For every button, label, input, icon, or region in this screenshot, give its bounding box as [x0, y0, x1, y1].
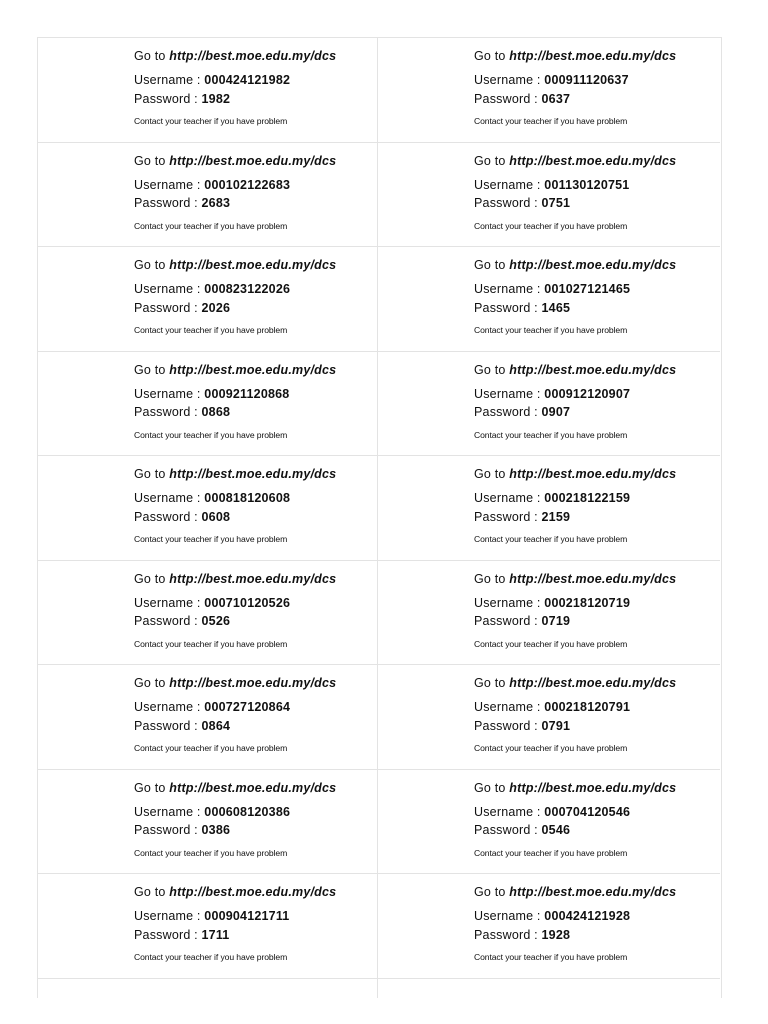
goto-line: [134, 257, 336, 273]
contact-note: Contact your teacher if you have problem: [474, 743, 628, 753]
password-label: Password :: [474, 196, 538, 210]
password-line: [474, 612, 676, 631]
login-slip-content: [134, 153, 336, 232]
contact-note: Contact your teacher if you have problem: [474, 325, 628, 335]
username-label: Username :: [474, 700, 541, 714]
goto-line: [474, 362, 676, 378]
goto-line: [134, 571, 336, 587]
goto-line: [134, 675, 336, 691]
password-value: 2026: [201, 300, 231, 315]
login-slip-card: [38, 143, 378, 248]
password-value: 2159: [541, 509, 571, 524]
site-url: http://best.moe.edu.my/dcs: [169, 676, 337, 690]
login-slip-content: [134, 257, 336, 336]
username-value: 000911120637: [544, 73, 629, 87]
goto-line: [474, 780, 676, 796]
password-value: 1711: [201, 927, 230, 942]
contact-note: Contact your teacher if you have problem: [134, 638, 288, 649]
goto-line: [134, 884, 336, 900]
password-line: [134, 299, 336, 318]
login-slips-page: [37, 37, 722, 998]
username-value: 000218120791: [544, 700, 631, 714]
username-line: [134, 594, 336, 613]
username-line: [474, 698, 676, 717]
goto-label: Go to: [134, 885, 166, 899]
login-slip-card: [378, 874, 720, 979]
goto-line: [134, 362, 336, 378]
username-label: Username :: [134, 282, 201, 296]
password-label: Password :: [474, 823, 538, 837]
goto-label: Go to: [474, 885, 506, 899]
username-label: Username :: [474, 491, 541, 505]
goto-label: Go to: [474, 258, 506, 272]
login-slip-content: [474, 884, 676, 963]
username-line: [134, 385, 336, 404]
goto-label: Go to: [474, 49, 506, 63]
site-url: http://best.moe.edu.my/dcs: [509, 49, 677, 63]
password-value: 0386: [201, 823, 231, 837]
password-line: [474, 508, 676, 527]
username-line: [134, 280, 336, 299]
login-slip-card: [38, 352, 378, 457]
site-url: http://best.moe.edu.my/dcs: [509, 467, 677, 481]
goto-label: Go to: [134, 362, 166, 377]
goto-line: [134, 466, 336, 482]
username-label: Username :: [474, 595, 541, 610]
site-url: http://best.moe.edu.my/dcs: [509, 571, 677, 586]
password-label: Password :: [134, 509, 198, 524]
username-label: Username :: [134, 386, 201, 401]
contact-note: Contact your teacher if you have problem: [134, 743, 288, 753]
password-label: Password :: [134, 405, 198, 419]
login-slip-card: [378, 352, 720, 457]
goto-label: Go to: [134, 49, 166, 63]
site-url: http://best.moe.edu.my/dcs: [509, 780, 677, 795]
username-label: Username :: [134, 595, 201, 610]
username-line: [474, 385, 676, 404]
login-slip-card: [38, 456, 378, 561]
site-url: http://best.moe.edu.my/dcs: [169, 258, 337, 272]
username-label: Username :: [134, 491, 201, 505]
password-value: 2683: [201, 196, 231, 210]
password-value: 0907: [541, 405, 571, 419]
goto-line: [474, 884, 676, 900]
username-value: 000727120864: [204, 700, 291, 714]
goto-line: [474, 675, 676, 691]
login-slip-content: [134, 466, 336, 545]
password-value: 1928: [541, 927, 571, 942]
password-value: 1982: [201, 91, 231, 106]
goto-label: Go to: [134, 676, 166, 690]
goto-label: Go to: [134, 258, 166, 272]
password-line: [474, 194, 676, 213]
password-line: [134, 403, 336, 422]
username-label: Username :: [474, 73, 541, 87]
password-label: Password :: [474, 91, 538, 106]
username-line: [134, 71, 336, 90]
goto-line: [134, 153, 336, 169]
goto-line: [474, 48, 676, 64]
contact-note: Contact your teacher if you have problem: [134, 534, 288, 544]
password-label: Password :: [134, 927, 198, 942]
password-label: Password :: [474, 405, 538, 419]
username-label: Username :: [134, 909, 201, 923]
goto-label: Go to: [134, 153, 166, 168]
password-line: [474, 403, 676, 422]
username-value: 000102122683: [204, 177, 291, 192]
goto-label: Go to: [474, 467, 506, 481]
login-slip-content: [134, 780, 336, 859]
password-label: Password :: [474, 300, 538, 315]
contact-note: Contact your teacher if you have problem: [134, 220, 288, 231]
login-slip-content: [474, 466, 676, 545]
password-value: 0546: [541, 823, 571, 837]
login-slip-content: [474, 257, 676, 336]
username-line: [134, 489, 336, 508]
password-value: 0791: [541, 718, 571, 733]
password-line: [134, 717, 336, 736]
site-url: http://best.moe.edu.my/dcs: [509, 885, 677, 899]
password-value: 0868: [201, 405, 231, 419]
username-value: 000704120546: [544, 804, 631, 819]
password-value: 0608: [201, 509, 231, 524]
goto-label: Go to: [474, 780, 506, 795]
username-label: Username :: [134, 73, 201, 87]
site-url: http://best.moe.edu.my/dcs: [169, 362, 337, 377]
password-line: [474, 926, 676, 945]
password-label: Password :: [134, 91, 198, 106]
password-line: [474, 299, 676, 318]
contact-note: Contact your teacher if you have problem: [474, 534, 628, 544]
username-line: [134, 698, 336, 717]
login-slip-content: [134, 571, 336, 650]
password-label: Password :: [474, 718, 538, 733]
password-line: [134, 508, 336, 527]
login-slip-card: [378, 143, 720, 248]
password-label: Password :: [134, 300, 198, 315]
username-value: 000218122159: [544, 491, 631, 505]
username-value: 000424121928: [544, 909, 631, 923]
contact-note: Contact your teacher if you have problem: [474, 116, 628, 126]
password-label: Password :: [474, 927, 538, 942]
username-label: Username :: [474, 282, 541, 296]
contact-note: Contact your teacher if you have problem: [134, 325, 288, 335]
login-slip-card: [38, 770, 378, 875]
goto-label: Go to: [134, 467, 166, 481]
username-line: [474, 907, 676, 926]
username-label: Username :: [474, 386, 541, 401]
contact-note: Contact your teacher if you have problem: [134, 952, 288, 962]
login-slip-content: [134, 362, 336, 441]
username-label: Username :: [474, 909, 541, 923]
password-line: [134, 194, 336, 213]
login-slip-card: [38, 561, 378, 666]
contact-note: Contact your teacher if you have problem: [134, 116, 288, 126]
login-slip-content: [474, 48, 676, 127]
username-line: [134, 176, 336, 195]
password-label: Password :: [134, 823, 198, 837]
login-slip-card-partial: [378, 979, 720, 999]
password-line: [474, 821, 676, 840]
username-line: [474, 489, 676, 508]
username-label: Username :: [474, 804, 541, 819]
site-url: http://best.moe.edu.my/dcs: [509, 676, 677, 690]
goto-label: Go to: [474, 153, 506, 168]
goto-line: [474, 466, 676, 482]
goto-label: Go to: [474, 676, 506, 690]
site-url: http://best.moe.edu.my/dcs: [169, 885, 337, 899]
goto-line: [134, 48, 336, 64]
goto-label: Go to: [134, 780, 166, 795]
site-url: http://best.moe.edu.my/dcs: [169, 780, 337, 795]
username-value: 000218120719: [544, 595, 631, 610]
username-line: [474, 176, 676, 195]
login-slip-card: [38, 38, 378, 143]
login-slip-content: [474, 153, 676, 232]
contact-note: Contact your teacher if you have problem: [474, 220, 628, 231]
contact-note: Contact your teacher if you have problem: [474, 847, 628, 858]
password-label: Password :: [474, 614, 538, 628]
username-value: 001130120751: [544, 177, 630, 192]
username-label: Username :: [134, 177, 201, 192]
password-label: Password :: [134, 718, 198, 733]
username-label: Username :: [474, 177, 541, 192]
username-label: Username :: [134, 700, 201, 714]
password-label: Password :: [134, 614, 198, 628]
contact-note: Contact your teacher if you have problem: [474, 638, 628, 649]
contact-note: Contact your teacher if you have problem: [134, 847, 288, 858]
goto-line: [134, 780, 336, 796]
username-value: 000921120868: [204, 386, 290, 401]
goto-line: [474, 153, 676, 169]
username-line: [134, 907, 336, 926]
login-slip-content: [474, 362, 676, 441]
site-url: http://best.moe.edu.my/dcs: [509, 153, 677, 168]
password-value: 0719: [541, 614, 571, 628]
username-value: 000710120526: [204, 595, 291, 610]
password-line: [134, 612, 336, 631]
login-slip-card: [378, 38, 720, 143]
login-slip-card: [38, 665, 378, 770]
contact-note: Contact your teacher if you have problem: [134, 429, 288, 440]
login-slip-card: [38, 247, 378, 352]
username-value: 000912120907: [544, 386, 631, 401]
login-slips-grid: [38, 38, 721, 998]
username-value: 000823122026: [204, 282, 291, 296]
username-line: [474, 280, 676, 299]
login-slip-content: [134, 675, 336, 754]
site-url: http://best.moe.edu.my/dcs: [169, 571, 337, 586]
password-value: 0526: [201, 614, 231, 628]
login-slip-content: [474, 675, 676, 754]
site-url: http://best.moe.edu.my/dcs: [169, 49, 337, 63]
login-slip-content: [134, 884, 336, 963]
contact-note: Contact your teacher if you have problem: [474, 952, 628, 962]
login-slip-content: [474, 780, 676, 859]
username-value: 001027121465: [544, 282, 631, 296]
username-value: 000608120386: [204, 804, 291, 819]
password-line: [474, 90, 676, 109]
site-url: http://best.moe.edu.my/dcs: [509, 362, 677, 377]
login-slip-card-partial: [38, 979, 378, 999]
site-url: http://best.moe.edu.my/dcs: [169, 153, 337, 168]
username-line: [134, 803, 336, 822]
login-slip-card: [378, 247, 720, 352]
username-line: [474, 71, 676, 90]
goto-label: Go to: [474, 571, 506, 586]
login-slip-card: [378, 665, 720, 770]
username-line: [474, 803, 676, 822]
username-value: 000904121711: [204, 909, 290, 923]
password-label: Password :: [474, 509, 538, 524]
password-value: 0637: [541, 91, 571, 106]
login-slip-card: [378, 456, 720, 561]
password-line: [134, 926, 336, 945]
username-line: [474, 594, 676, 613]
login-slip-card: [378, 561, 720, 666]
username-value: 000424121982: [204, 73, 291, 87]
login-slip-content: [134, 48, 336, 127]
site-url: http://best.moe.edu.my/dcs: [509, 258, 677, 272]
password-value: 0864: [201, 718, 231, 733]
contact-note: Contact your teacher if you have problem: [474, 429, 628, 440]
goto-label: Go to: [474, 362, 506, 377]
login-slip-card: [38, 874, 378, 979]
password-value: 1465: [541, 300, 571, 315]
login-slip-card: [378, 770, 720, 875]
goto-line: [474, 257, 676, 273]
username-value: 000818120608: [204, 491, 291, 505]
password-line: [474, 717, 676, 736]
site-url: http://best.moe.edu.my/dcs: [169, 467, 337, 481]
password-line: [134, 90, 336, 109]
password-label: Password :: [134, 196, 198, 210]
password-line: [134, 821, 336, 840]
login-slip-content: [474, 571, 676, 650]
password-value: 0751: [541, 196, 571, 210]
username-label: Username :: [134, 804, 201, 819]
goto-line: [474, 571, 676, 587]
goto-label: Go to: [134, 571, 166, 586]
